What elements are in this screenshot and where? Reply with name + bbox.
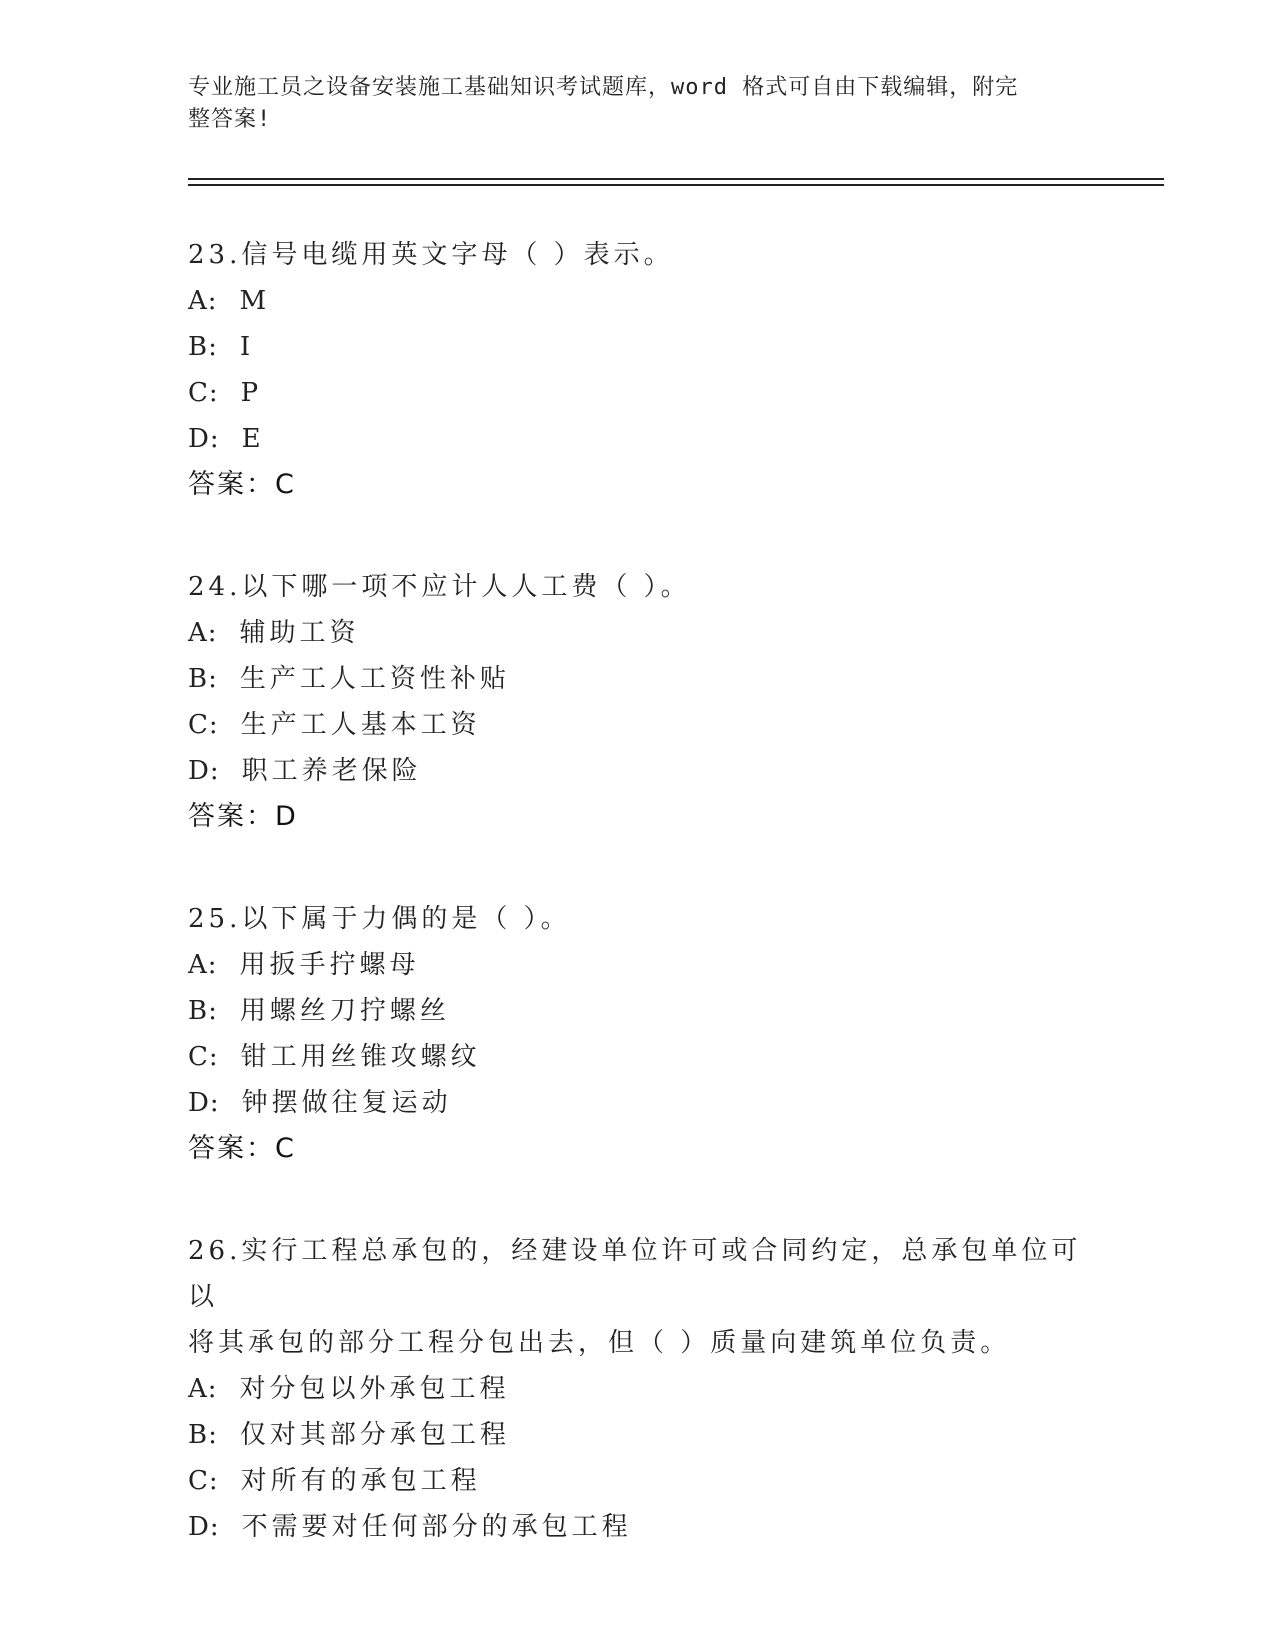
question-list xyxy=(188,232,1088,1606)
option-a xyxy=(188,1366,1088,1412)
option-letter: B: xyxy=(188,1420,218,1450)
option-b xyxy=(188,324,1088,370)
option-text: 职工养老保险 xyxy=(241,756,422,786)
header-line-2: 整答案! xyxy=(188,107,272,132)
option-c xyxy=(188,1034,1088,1080)
option-letter: B: xyxy=(188,664,218,694)
option-text: 仅对其部分承包工程 xyxy=(239,1420,510,1450)
option-d xyxy=(188,748,1088,794)
question-25 xyxy=(188,896,1088,1172)
option-letter: C: xyxy=(188,710,219,740)
option-text: 用扳手拧螺母 xyxy=(239,950,420,980)
option-c xyxy=(188,702,1088,748)
answer-text: 答案：D xyxy=(188,801,298,832)
option-letter: A: xyxy=(188,618,218,648)
question-text: 23.信号电缆用英文字母（ ）表示。 xyxy=(188,240,674,270)
answer-text: 答案：C xyxy=(188,469,296,500)
option-text: I xyxy=(239,332,255,362)
option-c xyxy=(188,1458,1088,1504)
option-text: 不需要对任何部分的承包工程 xyxy=(241,1512,632,1542)
option-a xyxy=(188,942,1088,988)
option-d xyxy=(188,1080,1088,1126)
option-b xyxy=(188,1412,1088,1458)
option-letter: A: xyxy=(188,1374,218,1404)
option-letter: D: xyxy=(188,756,220,786)
option-text: 辅助工资 xyxy=(239,618,360,648)
option-text: 对分包以外承包工程 xyxy=(239,1374,510,1404)
option-text: E xyxy=(241,424,265,454)
option-a xyxy=(188,278,1088,324)
option-text: M xyxy=(239,286,271,316)
question-24 xyxy=(188,564,1088,840)
option-text: 钳工用丝锥攻螺纹 xyxy=(240,1042,481,1072)
option-text: 钟摆做往复运动 xyxy=(241,1088,452,1118)
option-a xyxy=(188,610,1088,656)
question-text: 25.以下属于力偶的是（ ）。 xyxy=(188,904,571,934)
option-letter: D: xyxy=(188,424,220,454)
option-text: P xyxy=(240,378,263,408)
option-letter: A: xyxy=(188,286,218,316)
option-b xyxy=(188,988,1088,1034)
option-letter: A: xyxy=(188,950,218,980)
option-c xyxy=(188,370,1088,416)
option-letter: C: xyxy=(188,1466,219,1496)
header-line-1: 专业施工员之设备安装施工基础知识考试题库，word 格式可自由下载编辑，附完 xyxy=(188,75,1019,100)
option-text: 用螺丝刀拧螺丝 xyxy=(239,996,450,1026)
option-letter: D: xyxy=(188,1088,220,1118)
option-letter: C: xyxy=(188,1042,219,1072)
question-text-line-1: 26.实行工程总承包的，经建设单位许可或合同约定，总承包单位可以 xyxy=(188,1236,1082,1312)
option-text: 生产工人基本工资 xyxy=(240,710,481,740)
question-text: 24.以下哪一项不应计人人工费（ ）。 xyxy=(188,572,691,602)
header-divider-top xyxy=(188,178,1164,180)
option-text: 对所有的承包工程 xyxy=(240,1466,481,1496)
option-letter: B: xyxy=(188,332,218,362)
option-text: 生产工人工资性补贴 xyxy=(239,664,510,694)
question-23 xyxy=(188,232,1088,508)
header-divider-bottom xyxy=(188,184,1164,186)
option-letter: D: xyxy=(188,1512,220,1542)
option-d xyxy=(188,416,1088,462)
document-header xyxy=(188,72,1088,136)
option-b xyxy=(188,656,1088,702)
option-d xyxy=(188,1504,1088,1550)
answer-text: 答案：C xyxy=(188,1133,296,1164)
option-letter: C: xyxy=(188,378,219,408)
question-text-line-2: 将其承包的部分工程分包出去，但（ ）质量向建筑单位负责。 xyxy=(188,1328,1011,1358)
option-letter: B: xyxy=(188,996,218,1026)
question-26 xyxy=(188,1228,1088,1550)
